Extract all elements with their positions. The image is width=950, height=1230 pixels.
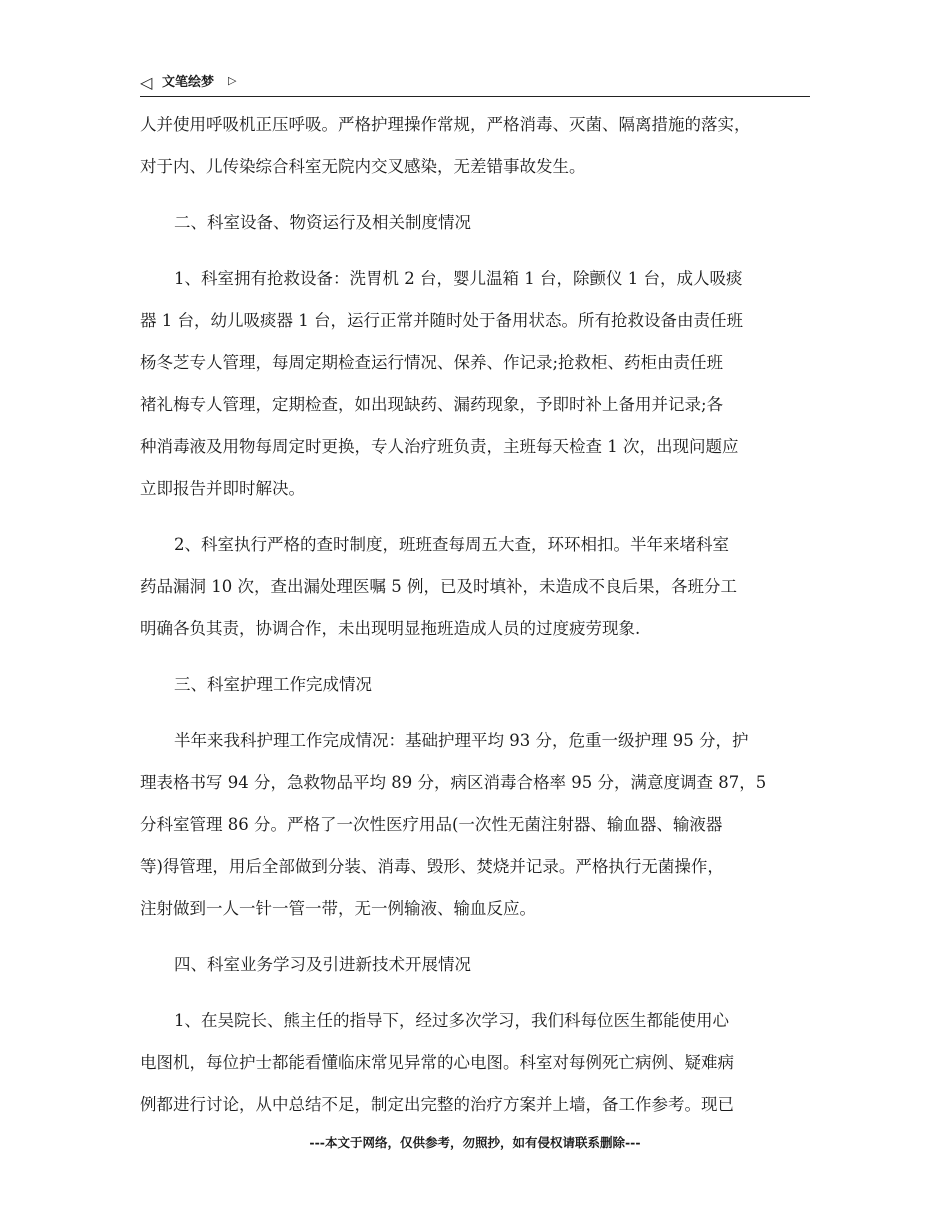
text-line: 半年来我科护理工作完成情况：基础护理平均 93 分，危重一级护理 95 分，护: [174, 731, 749, 750]
footer-disclaimer: ---本文于网络，仅供参考，勿照抄，如有侵权请联系删除---: [309, 1135, 641, 1150]
page-header: [140, 72, 810, 97]
text-line: 四、科室业务学习及引进新技术开展情况: [174, 955, 471, 974]
document-body: [140, 104, 812, 1126]
right-triangle-icon: ▷: [228, 74, 237, 87]
text-line: 立即报告并即时解决。: [140, 479, 305, 498]
text-line: 杨冬芝专人管理，每周定期检查运行情况、保养、作记录;抢救柜、药柜由责任班: [140, 353, 724, 372]
left-triangle-icon: ◁: [140, 73, 153, 92]
text-line: 药品漏洞 10 次，查出漏处理医嘱 5 例，已及时填补，未造成不良后果，各班分工: [140, 577, 737, 596]
text-line: 对于内、儿传染综合科室无院内交叉感染，无差错事故发生。: [140, 157, 586, 176]
header-brand: 文笔绘梦: [162, 75, 215, 90]
text-line: 二、科室设备、物资运行及相关制度情况: [174, 213, 471, 232]
paragraph-gap: [140, 986, 812, 1000]
text-line: 种消毒液及用物每周定时更换，专人治疗班负责，主班每天检查 1 次，出现问题应: [140, 437, 739, 456]
paragraph-gap: [140, 706, 812, 720]
text-line: 人并使用呼吸机正压呼吸。严格护理操作常规，严格消毒、灭菌、隔离措施的落实，: [140, 115, 751, 134]
text-line: 等)得管理，用后全部做到分装、消毒、毁形、焚烧并记录。严格执行无菌操作，: [140, 857, 724, 876]
text-line: 褚礼梅专人管理，定期检查，如出现缺药、漏药现象，予即时补上备用并记录;各: [140, 395, 724, 414]
paragraph-gap: [140, 244, 812, 258]
text-line: 2、科室执行严格的查时制度，班班查每周五大查，环环相扣。半年来堵科室: [174, 535, 729, 554]
text-line: 电图机，每位护士都能看懂临床常见异常的心电图。科室对每例死亡病例、疑难病: [140, 1053, 734, 1072]
text-line: 器 1 台，幼儿吸痰器 1 台，运行正常并随时处于备用状态。所有抢救设备由责任班: [140, 311, 743, 330]
text-line: 1、在吴院长、熊主任的指导下，经过多次学习，我们科每位医生都能使用心: [174, 1011, 729, 1030]
paragraph-gap: [140, 650, 812, 664]
text-line: 理表格书写 94 分，急救物品平均 89 分，病区消毒合格率 95 分，满意度调查 87，5: [140, 773, 767, 792]
text-line: 注射做到一人一针一管一带，无一例输液、输血反应。: [140, 899, 536, 918]
paragraph-gap: [140, 930, 812, 944]
text-line: 明确各负其责，协调合作，未出现明显拖班造成人员的过度疲劳现象.: [140, 619, 641, 638]
text-line: 1、科室拥有抢救设备：洗胃机 2 台，婴儿温箱 1 台，除颤仪 1 台，成人吸痰: [174, 269, 743, 288]
paragraph-gap: [140, 188, 812, 202]
text-line: 例都进行讨论，从中总结不足，制定出完整的治疗方案并上墙，备工作参考。现已: [140, 1095, 734, 1114]
paragraph-gap: [140, 510, 812, 524]
text-line: 三、科室护理工作完成情况: [174, 675, 372, 694]
text-line: 分科室管理 86 分。严格了一次性医疗用品(一次性无菌注射器、输血器、输液器: [140, 815, 723, 834]
